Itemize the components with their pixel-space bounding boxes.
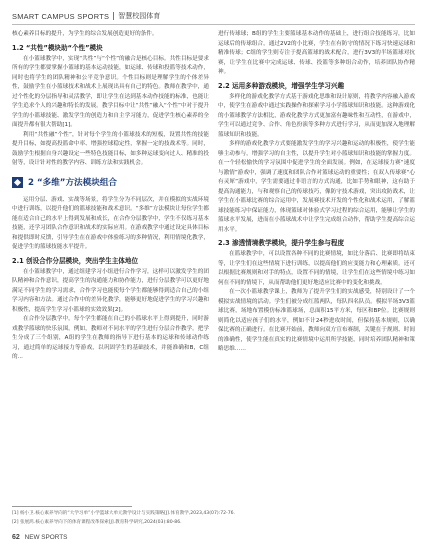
paragraph: 利用“共性融”个性”，针对每个学生的小篮球技术的短板，设置共性的技能提升目标，如提高投篮命中率、增强控球稳定性，掌握一定的技战术等。同时，鼓励学生根据自身兴趣设定一些特色技能目标，如多种运球变向过人、精准的投射等，设计针对性的教学内容、训练方法和实践机会。 (12, 131, 209, 166)
paragraph: 在篮球教学中，可以设置各种不同的比赛情境，如比分落后、比赛即将结束等，让学生们在这些情境下进行训练，以提高他们的应变能力和心理素质。还可以根据比赛规则和对手的特点，设置不同的情境，让学生们在这些情境中练习如何在不同的情境下，从而帮助他们更好地适应比赛中的变化和挑战。 (218, 251, 415, 286)
journal-name: NEW SPORTS (24, 534, 68, 541)
subheading-1-2: 1.2 “共性”模块助“个性”模块 (12, 43, 103, 52)
section-heading-2 (12, 177, 209, 189)
paragraph: 运用分层、游戏、实战等场景，将学生分为不同层次，并在模拟的实战环境中进行训练，以提升他们的篮球技能和战术意识。“多维”方法模块让每位学生都能在适合自己的水平上得到发展和成长，在合作分层教学中，学生不仅练习基本技能，还学习团队合作意识和战术的实际应用。在游戏教学中通过设定具体目标和提供即时反馈，引导学生在在游戏中体验练习的多种情况，利用情境化教学，促进学生的篮球技能水平提升。 (12, 196, 209, 250)
paragraph: 多样的游戏化教学方式要能激发学生的学习兴趣和运动的积极性，使学生能够主动参与，增强学习的自主性，以提升学生对小篮球知识和技能的掌握力度。在一个轻松愉快的学习氛围中促进学生的全面发展。例如，在运球接力赛“速度与激情”游戏中，强调了速度和团队合作对篮球运动的重要性；在双人传球赛“心有灵犀”游戏中，学生需要通过非语言的方式沟通，比如手势和眼神，这有助于提高沟通能力，与和观察自己的传球技巧，像防守技术游戏，突出攻防战术，让学生在小篮球比赛的综合运用中，发展赛技术开发的个性化和战术运用，了解篮球技能练习中保证能力，体现篮球对体验式学习过程的综合运用，能够让学生的篮球水平发展，进而在小篮球战术中让学生完成组合动作，帮助学生提高综合运用水平。 (218, 141, 415, 233)
paragraph: 进行传球球；B组的学生主要篮球基本动作的基础上，进行组合技能练习，比如运球后的传球组合，通过2V2的小比赛，学生在有防守的情况下练习快速运球和精准传球；C组的学生则专注于提高篮球的战术配合，进行3V3的半场篮球对抗赛，让学生在比赛中完成运球、传球、投篮等多种组合动作，培养团队协作精神。 (218, 31, 415, 75)
header-rule (12, 24, 415, 25)
section-title: 智慧校园体育 (118, 12, 161, 20)
section-marker-icon (12, 177, 23, 188)
subheading-2-2: 2.2 运用多种游戏模块，增强学生学习兴趣 (218, 81, 345, 90)
paragraph: 核心素养目标的提升，为学生的综合发展创造更好的条件。 (12, 31, 158, 37)
subheading-2-1: 2.1 创设合作分层模块，突出学生主体地位 (12, 256, 139, 265)
page-footer (12, 534, 67, 541)
subheading-2-3: 2.3 渗透情境教学模块，提升学生参与程度 (218, 239, 345, 247)
paragraph: 在小篮球教学中，实现“共性”与“个性”的融合是核心目标。共性目标是要求所有的学生都要掌握小篮球的基本运动技能，如运球、传球和投篮等技术动作，同时也将学生的团队精神和公平竞争意识。个性目标则是理解学生的个体差异性，鼓励学生在小篮球技术和战术上展现出具有自己的特色。教师在教学中，通过个性化的分层指导和灵活教学，即让学生在达到基本动作技能的标准，也能让学生追求个人的兴趣和特长的发展。教学目标中让“共性”融入“个性”中对于提升学生的小篮球技能、激发学生的创造力和自主学习能力，促进学生核心素养的全面提升都有很大帮助[1]。 (12, 55, 209, 128)
paragraph: 在合作分层教学中，每个学生都能在自己的小篮球水平上得到提升，同时游戏教学篮球的快乐氛围。例如，教师对不同水平的学生进行分层合作教学。把学生分成了三个组别，A组的学生在教师的指导下进行基本的运球和传球动作练习，通过简单的运球接力等游戏，以巩固学生的基础技术，并能准确和B，C组的... (12, 316, 209, 360)
right-column (218, 30, 415, 355)
section-heading-text: 2 “多维”方法模块组合 (28, 177, 118, 188)
left-column (12, 30, 209, 363)
footnote-1: [1] 杨小卫.核心素养导向的“大学习单”小学篮球大单元教学设计与实践策略[J].体育教学,2023,43(07):72-76. (12, 511, 236, 516)
footnote-2: [2] 张展鸿.核心素养导向下的体育课程改革探索[J].教育科学研究,2024(03):80-86. (12, 520, 182, 525)
page-number: 62 (12, 534, 20, 541)
paragraph: 在一次小篮球教学课上，教师为了提升学生们的实战感受，特别设计了一个模拟实战情境的活动。学生们被分成红篮两队，每队四名队员。模拟半场3V3篮球比赛，场地布置模仿标准篮球场，总面积15平方米，每区和BP位。比赛规则则简化以适应孩子们的水平，例如不计24秒进攻时间，但保持基本规则，以确保比赛的正确进行。在比赛开始前，教师向双方宣布赛制，关键在于规则、时间的准确性，使学生能在真实的比赛情境中运用所学技能，同时培养团队精神和策略思维…… (218, 289, 415, 352)
magazine-title: SMART CAMPUS SPORTS (12, 11, 110, 21)
paragraph: 在小篮球教学中，通过组建学习小组进行合作学习，这样可以激发学生的团队精神和合作意识，提高学生的沟通能力和协作能力，进行分层教学可以更好地满足不同学生的学习需求，合作学习也能使每个学生都能够得到适合自己的小组学习内容和方法。通过合作中的差异化教学，能够更好地促进学生的学习兴趣和积极性，提高学生学习小篮球的实效效果[2]。 (12, 268, 209, 313)
paragraph: 多样化的游戏化教学方式基于游戏化思维和设计原则，将教学内容融入游戏中，使学生在游戏中通过实践操作和探索学习小学篮球知识和技能。这种游戏化的小篮球教学方法相比，游戏化教学方式更加富有趣味性和互动性，在游戏中，学生可以通过竞争、合作、角色扮演等多种方式进行学习，从而更加深入地理解篮球知识和技能。 (218, 93, 415, 138)
footnote-rule (12, 506, 132, 507)
running-header (12, 9, 160, 23)
header-divider (113, 12, 114, 20)
